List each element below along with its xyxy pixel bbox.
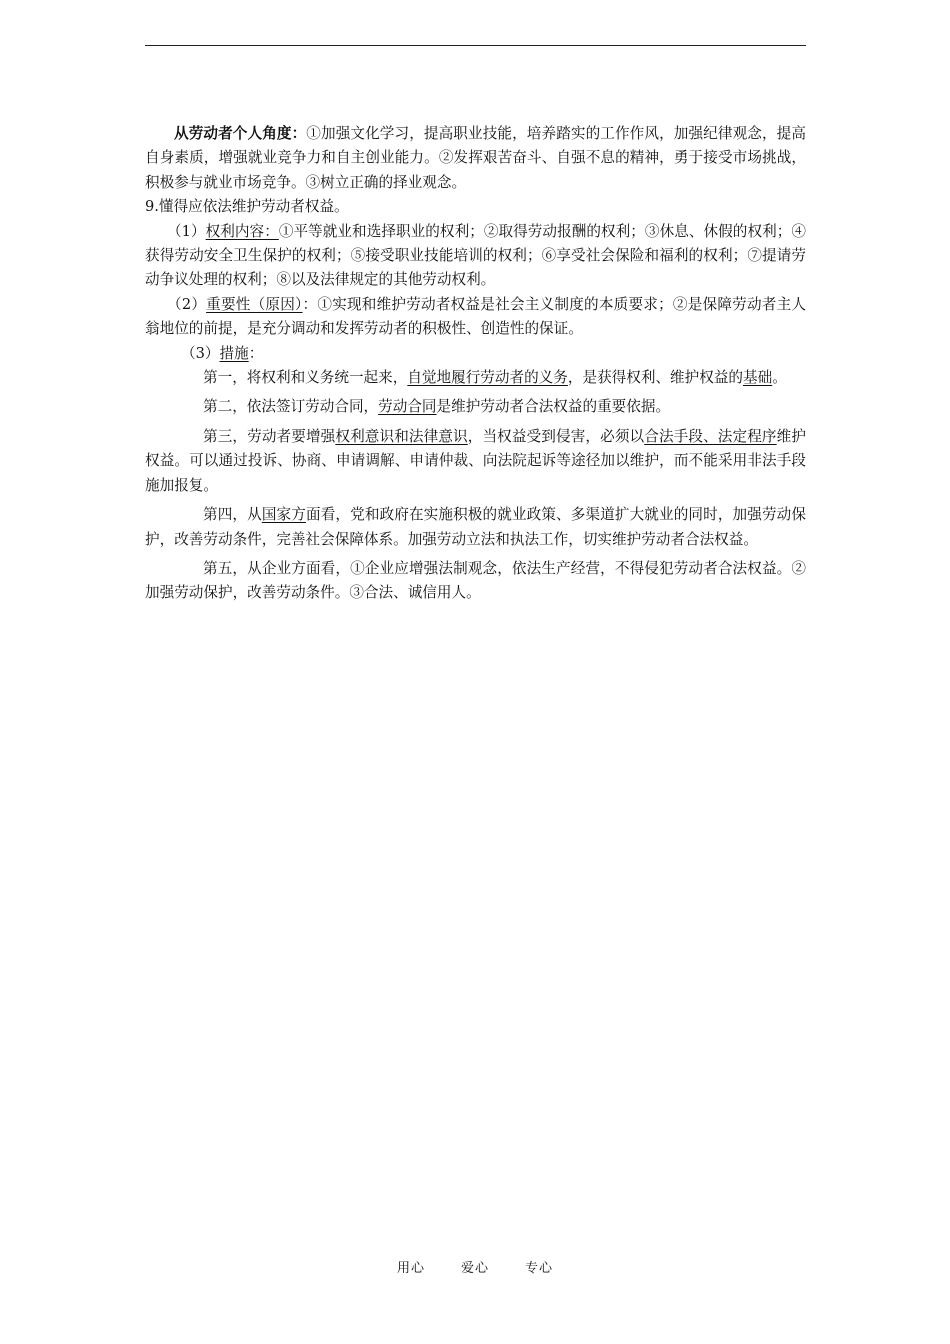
underlined-phrase: 基础 xyxy=(743,369,773,387)
measure-text: 。 xyxy=(772,369,787,387)
section-number: （3） xyxy=(181,344,220,362)
measure-3 xyxy=(145,425,806,498)
section-number: （1） xyxy=(167,222,206,240)
measure-4 xyxy=(145,503,806,552)
measure-text: ，是获得权利、维护权益的 xyxy=(567,369,744,387)
paragraph-worker-perspective xyxy=(145,122,806,195)
section-number: （2） xyxy=(167,295,207,313)
footer-word: 用心 xyxy=(396,1261,425,1276)
lead-label: 从劳动者个人角度： xyxy=(174,125,307,142)
section-label: 权利内容： xyxy=(205,222,279,240)
measure-text: 是维护劳动者合法权益的重要依据。 xyxy=(436,398,671,416)
item-9-heading: 9.懂得应依法维护劳动者权益。 xyxy=(145,198,349,216)
footer-word: 专心 xyxy=(525,1261,554,1276)
measure-text: 第五，从企业方面看，①企业应增强法制观念，依法生产经营，不得侵犯劳动者合法权益。②加强劳动保护，改善劳动条件。③合法、诚信用人。 xyxy=(145,559,806,602)
section-measures xyxy=(145,342,806,366)
header-rule xyxy=(145,45,806,46)
footer-word: 爱心 xyxy=(460,1261,489,1276)
measure-text: 第四，从 xyxy=(203,506,262,524)
section-importance xyxy=(145,293,806,342)
section-colon: ： xyxy=(248,344,264,362)
measure-text: 维护权益。可以通过投诉、协商、申请调解、申请仲裁、向法院起诉等途径加以维护，而不能采用非法手段施加报复。 xyxy=(145,427,806,494)
section-label: 重要性（原因） xyxy=(206,295,303,313)
section-text: ①平等就业和选择职业的权利；②取得劳动报酬的权利；③休息、休假的权利；④获得劳动安全卫生保护的权利；⑤接受职业技能培训的权利；⑥享受社会保险和福利的权利；⑦提请劳动争议处理的权利；⑧以及法律规定的其他劳动权利。 xyxy=(145,222,806,289)
paragraph-text: ①加强文化学习，提高职业技能，培养踏实的工作作风，加强纪律观念，提高自身素质，增强就业竞争力和自主创业能力。②发挥艰苦奋斗、自强不息的精神，勇于接受市场挑战，积极参与就业市场竞争。③树立正确的择业观念。 xyxy=(145,125,806,191)
underlined-phrase: 自觉地履行劳动者的义务 xyxy=(407,369,568,387)
measure-2 xyxy=(145,395,806,419)
section-label: 措施 xyxy=(219,344,249,362)
measure-text: 面看，党和政府在实施积极的就业政策、多渠道扩大就业的同时，加强劳动保护，改善劳动条件，完善社会保障体系。加强劳动立法和执法工作，切实维护劳动者合法权益。 xyxy=(145,506,806,548)
document-body xyxy=(145,122,806,606)
underlined-phrase: 权利意识和法律意识 xyxy=(335,427,468,445)
section-text: ：①实现和维护劳动者权益是社会主义制度的本质要求；②是保障劳动者主人翁地位的前提，是充分调动和发挥劳动者的积极性、创造性的保证。 xyxy=(145,295,806,338)
measure-1 xyxy=(145,366,806,390)
page-footer xyxy=(0,1257,950,1276)
underlined-phrase: 合法手段、法定程序 xyxy=(644,427,777,445)
measure-text: 第三，劳动者要增强 xyxy=(203,427,336,445)
section-rights-content xyxy=(145,220,806,293)
underlined-phrase: 国家方 xyxy=(261,506,306,524)
measure-text: 第二，依法签订劳动合同， xyxy=(203,398,379,416)
measure-5 xyxy=(145,557,806,606)
measure-text: 第一，将权利和义务统一起来， xyxy=(203,369,408,387)
measure-text: ，当权益受到侵害，必须以 xyxy=(467,427,645,445)
underlined-phrase: 劳动合同 xyxy=(378,398,437,416)
